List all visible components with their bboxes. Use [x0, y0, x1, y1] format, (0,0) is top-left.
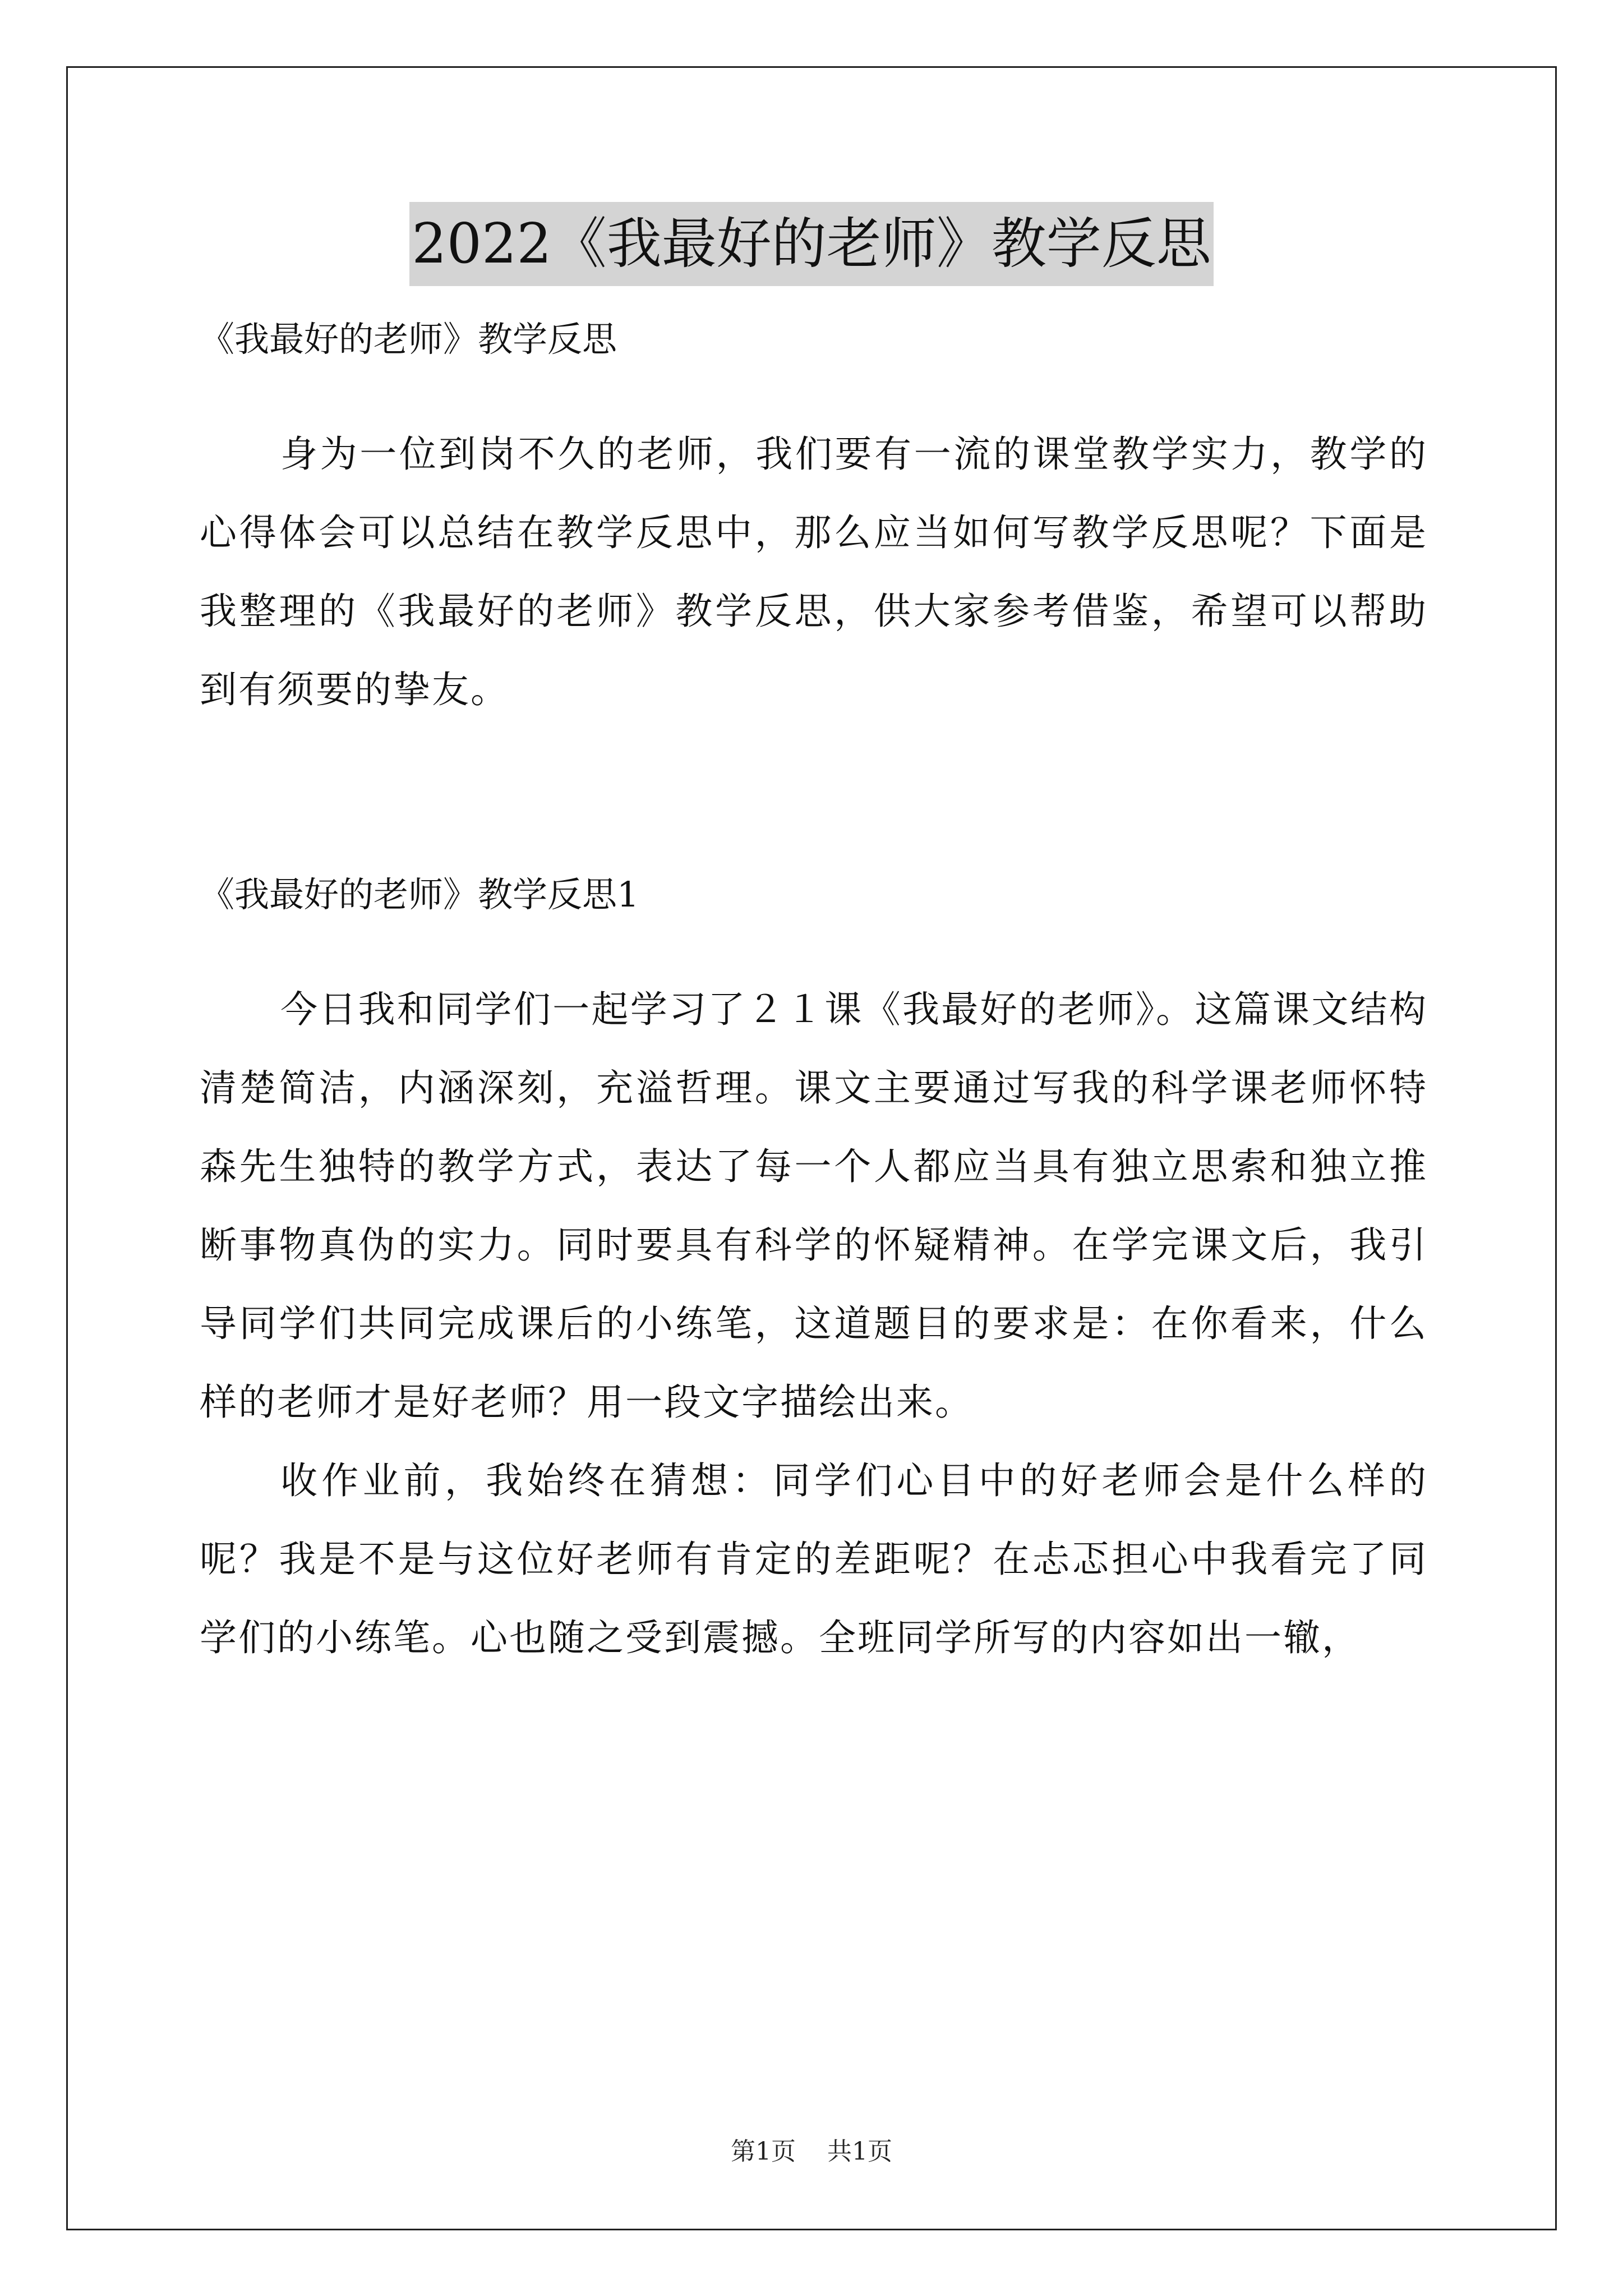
section1-paragraph-2: 收作业前，我始终在猜想：同学们心目中的好老师会是什么样的呢？我是不是与这位好老师有肯定的差距呢？在忐忑担心中我看完了同学们的小练笔。心也随之受到震撼。全班同学所写的内容如出一辙，: [200, 1459, 1428, 1659]
title-container: [0, 202, 1623, 286]
document-title: 2022《我最好的老师》教学反思: [409, 202, 1213, 286]
document-body: [200, 314, 1428, 1677]
section1-heading: 《我最好的老师》教学反思1: [200, 874, 639, 915]
section1-paragraph-1: 今日我和同学们一起学习了２１课《我最好的老师》。这篇课文结构清楚简洁，内涵深刻，充溢哲理。课文主要通过写我的科学课老师怀特森先生独特的教学方式，表达了每一个人都应当具有独立思索和独立推断事物真伪的实力。同时要具有科学的怀疑精神。在学完课文后，我引导同学们共同完成课后的小练笔，这道题目的要求是：在你看来，什么样的老师才是好老师？用一段文字描绘出来。: [200, 988, 1428, 1424]
intro-paragraph: 身为一位到岗不久的老师，我们要有一流的课堂教学实力，教学的心得体会可以总结在教学反思中，那么应当如何写教学反思呢？下面是我整理的《我最好的老师》教学反思，供大家参考借鉴，希望可以帮助到有须要的挚友。: [200, 432, 1428, 711]
intro-heading: 《我最好的老师》教学反思: [200, 319, 617, 360]
page-number-total: 共1页: [827, 2137, 892, 2166]
page-number-current: 第1页: [731, 2137, 796, 2166]
page-footer: [0, 2135, 1623, 2169]
